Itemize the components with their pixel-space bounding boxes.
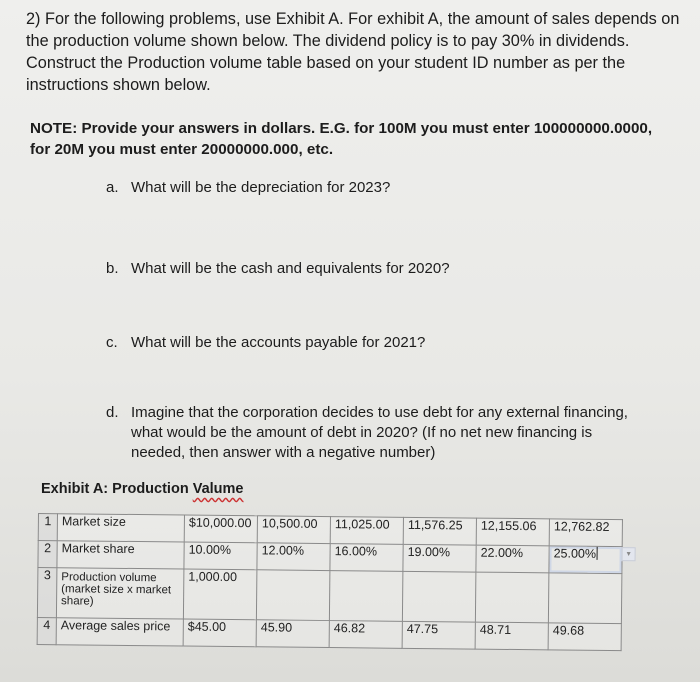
- table-cell[interactable]: $10,000.00: [184, 515, 257, 543]
- exhibit-title: [41, 481, 244, 497]
- table-cell[interactable]: 12,762.82: [549, 519, 622, 547]
- exhibit-title-prefix: Exhibit A: Production: [41, 481, 193, 497]
- table-cell[interactable]: 49.68: [548, 623, 621, 651]
- row-label[interactable]: Market share: [57, 541, 184, 569]
- question-b-letter: b.: [106, 260, 119, 277]
- row-number[interactable]: 4: [37, 617, 56, 644]
- question-c-text: What will be the accounts payable for 2021?: [131, 334, 426, 351]
- row-number[interactable]: 1: [38, 514, 57, 541]
- question-c-letter: c.: [106, 334, 118, 351]
- production-volume-table: [37, 513, 631, 651]
- row-number[interactable]: 3: [37, 568, 57, 618]
- table-cell[interactable]: 22.00%: [476, 545, 549, 573]
- question-a-letter: a.: [106, 179, 119, 196]
- text-caret: [597, 547, 598, 560]
- table-cell[interactable]: 10,500.00: [257, 516, 330, 544]
- question-a-text: What will be the depreciation for 2023?: [131, 179, 391, 196]
- problem-intro: 2) For the following problems, use Exhibit A. For exhibit A, the amount of sales depends on the production volume shown below. The dividend policy is to pay 30% in dividends. Construct the Production volume table based on your student ID number as per the instructions shown below.: [26, 10, 680, 94]
- table-cell[interactable]: 11,576.25: [403, 517, 476, 545]
- table-cell[interactable]: [475, 572, 549, 623]
- table-cell[interactable]: 46.82: [329, 621, 402, 649]
- table-cell[interactable]: 11,025.00: [330, 517, 403, 545]
- question-a: [106, 178, 390, 198]
- question-b-text: What will be the cash and equivalents for 2020?: [131, 260, 450, 277]
- row-label[interactable]: Production volume (market size x market share): [56, 568, 184, 619]
- table-cell[interactable]: [402, 571, 476, 622]
- table-row-average-sales-price: [37, 617, 621, 650]
- table-cell[interactable]: 48.71: [475, 622, 548, 650]
- table-cell[interactable]: 12,155.06: [476, 518, 549, 546]
- table-cell[interactable]: 19.00%: [403, 544, 476, 572]
- table-cell[interactable]: $45.00: [183, 619, 256, 647]
- table-cell[interactable]: 45.90: [256, 620, 329, 648]
- selected-cell-value: 25.00%: [553, 546, 597, 561]
- cell-options-icon[interactable]: ▾: [622, 547, 636, 561]
- row-label[interactable]: Market size: [57, 514, 184, 542]
- table-row-production-volume: [37, 568, 621, 624]
- row-number[interactable]: 2: [38, 541, 57, 568]
- question-b: [106, 259, 450, 279]
- table-cell[interactable]: 10.00%: [184, 542, 257, 570]
- question-d-text: Imagine that the corporation decides to use debt for any external financing, what would be the amount of debt in 2020? (If no net new financing is needed, then answer with a negative number): [131, 404, 628, 461]
- table-cell[interactable]: 47.75: [402, 621, 475, 649]
- table-cell[interactable]: [256, 570, 330, 621]
- question-d: [106, 403, 646, 463]
- table-cell[interactable]: 12.00%: [257, 543, 330, 571]
- question-d-letter: d.: [106, 404, 119, 421]
- table-cell[interactable]: 1,000.00: [183, 569, 257, 620]
- row-label[interactable]: Average sales price: [56, 618, 183, 646]
- table-cell[interactable]: [548, 573, 622, 624]
- table-cell[interactable]: [329, 571, 403, 622]
- question-c: [106, 333, 425, 353]
- answer-format-note: NOTE: Provide your answers in dollars. E.G. for 100M you must enter 100000000.0000, for 20M you must enter 20000000.000, etc.: [30, 120, 653, 158]
- exhibit-title-misspelled-word: Valume: [192, 481, 244, 497]
- selected-cell[interactable]: [549, 546, 631, 574]
- table-cell[interactable]: 16.00%: [330, 544, 403, 572]
